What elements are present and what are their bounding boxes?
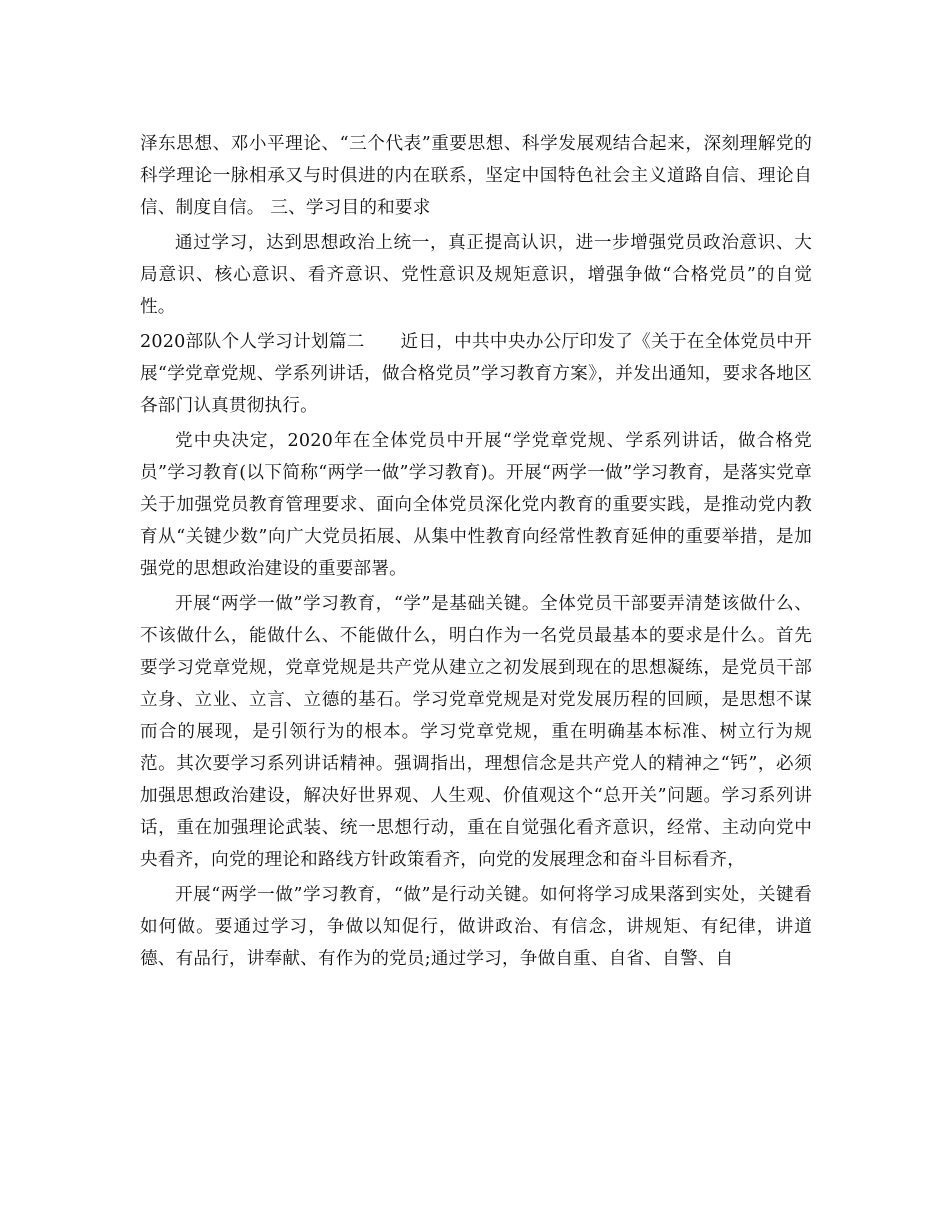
paragraph-6: 开展“两学一做”学习教育，“做”是行动关键。如何将学习成果落到实处，关键看如何做。要通过学习，争做以知促行，做讲政治、有信念，讲规矩、有纪律，讲道德、有品行，讲奉献、有作为的党员;通过学习，争做自重、自省、自警、自 [140,885,812,969]
paragraph-2: 通过学习，达到思想政治上统一，真正提高认识，进一步增强党员政治意识、大局意识、核心意识、看齐意识、党性意识及规矩意识，增强争做“合格党员”的自觉性。 [140,233,812,317]
paragraph-5: 开展“两学一做”学习教育，“学”是基础关键。全体党员干部要弄清楚该做什么、不该做什么，能做什么、不能做什么，明白作为一名党员最基本的要求是什么。首先要学习党章党规，党章党规是共产党从建立之初发展到现在的思想凝练，是党员干部立身、立业、立言、立德的基石。学习党章党规是对党发展历程的回顾，是思想不谋而合的展现，是引领行为的根本。学习党章党规，重在明确基本标准、树立行为规范。其次要学习系列讲话精神。强调指出，理想信念是共产党人的精神之“钙”，必须加强思想政治建设，解决好世界观、人生观、价值观这个“总开关”问题。学习系列讲话，重在加强理论武装、统一思想行动，重在自觉强化看齐意识，经常、主动向党中央看齐，向党的理论和路线方针政策看齐，向党的发展理念和奋斗目标看齐， [140,594,812,870]
paragraph-3-section-heading: 2020部队个人学习计划篇二 近日，中共中央办公厅印发了《关于在全体党员中开展“学党章党规、学系列讲话，做合格党员”学习教育方案》，并发出通知，要求各地区各部门认真贯彻执行。 [140,332,812,416]
document-page [140,128,812,978]
paragraph-1: 泽东思想、邓小平理论、“三个代表”重要思想、科学发展观结合起来，深刻理解党的科学理论一脉相承又与时俱进的内在联系，坚定中国特色社会主义道路自信、理论自信、制度自信。 三、学习目的和要求 [140,134,812,218]
paragraph-4: 党中央决定，2020年在全体党员中开展“学党章党规、学系列讲话，做合格党员”学习教育(以下简称“两学一做”学习教育)。开展“两学一做”学习教育，是落实党章关于加强党员教育管理要求、面向全体党员深化党内教育的重要实践，是推动党内教育从“关键少数”向广大党员拓展、从集中性教育向经常性教育延伸的重要举措，是加强党的思想政治建设的重要部署。 [140,431,812,579]
